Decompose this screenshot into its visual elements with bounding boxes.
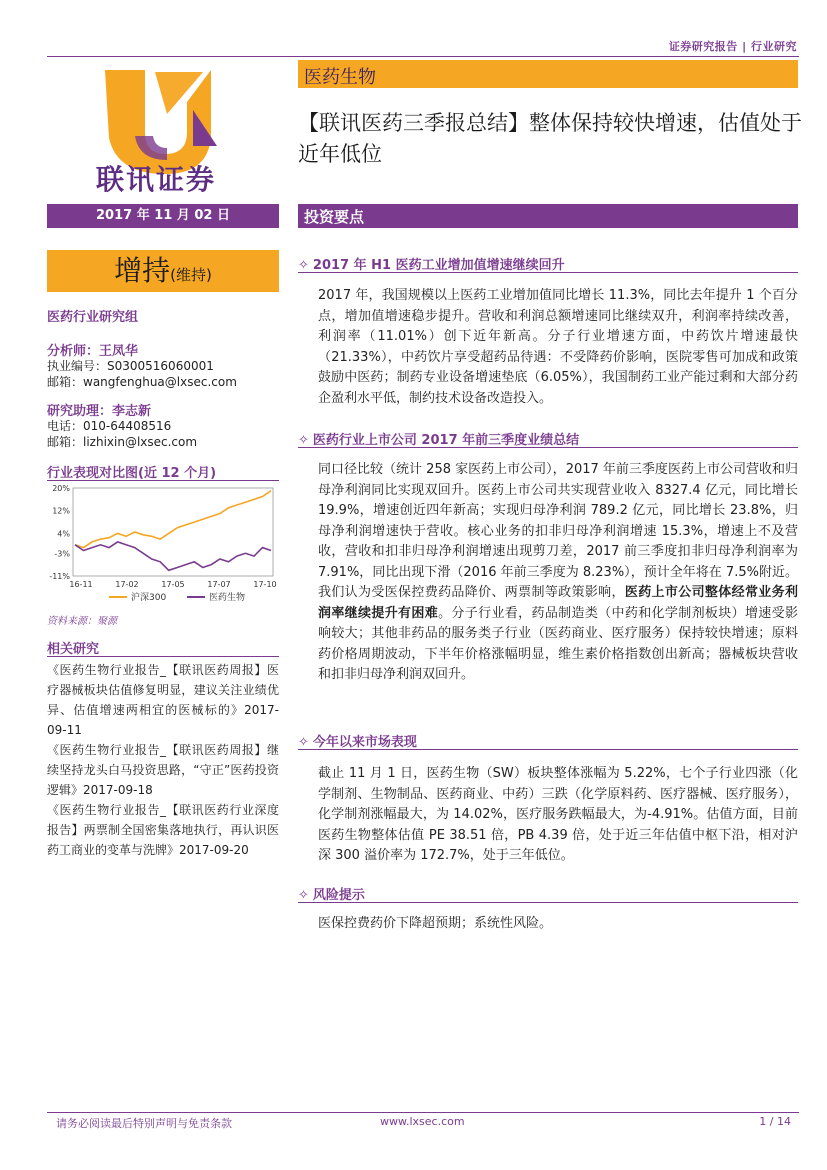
chart-title-divider — [47, 480, 279, 481]
section-divider — [298, 447, 798, 448]
footer-divider — [47, 1112, 799, 1113]
section-divider — [298, 902, 798, 903]
diamond-bullet-icon: ✧ — [298, 888, 309, 903]
assistant-email[interactable]: 邮箱：lizhixin@lxsec.com — [47, 435, 198, 449]
rating-sub: (维持) — [170, 266, 212, 284]
y-tick-label: -3% — [54, 549, 70, 559]
related-item[interactable]: 《医药生物行业报告_【联讯医药周报】继续坚持龙头白马投资思路，“守正”医药投资逻辑》2017-09-18 — [47, 743, 279, 797]
performance-chart — [47, 484, 279, 609]
section-divider — [298, 749, 798, 750]
y-tick-label: 20% — [52, 484, 70, 493]
assistant-info — [47, 418, 279, 450]
chart-source: 资料来源：聚源 — [47, 616, 117, 627]
x-tick-label: 17-07 — [207, 580, 231, 589]
investment-highlights-label: 投资要点 — [304, 208, 365, 226]
related-item[interactable]: 《医药生物行业报告_【联讯医药行业深度报告】两票制全国密集落地执行，再认识医药工商业的变革与洗牌》2017-09-20 — [47, 803, 279, 857]
related-research-divider — [47, 656, 279, 657]
footer-disclaimer[interactable]: 请务必阅读最后特别声明与免责条款 — [56, 1117, 232, 1130]
related-research-title: 相关研究 — [47, 642, 100, 657]
sector-label: 医药生物 — [304, 67, 376, 88]
y-tick-label: 4% — [57, 529, 70, 539]
section-text: 同口径比较（统计 258 家医药上市公司），2017 年前三季度医药上市公司营收和归母净利润同比实现双回升。医药上市公司共实现营业收入 8327.4 亿元，同比增长 19.9%，增速创近四年新高；实现归母净利润 789.2 亿元，同比增长 23.8%，归母净利润增速快于营收。核心业务的扣非归母净利润增速 15.3%，增速上不及营收，营收和扣非归母净利润增速出现剪刀差，2017 前三季度扣非归母净利润率为 7.91%，同比出现下滑（2016 年前三季度为 8.23%），预计全年将在 7.5%附近。我们认为受医保控费药品降价、两票制等政策影响，医药上市公司整体经常业务利润率继续提升有困难。分子行业看，药品制造类（中药和化学制剂板块）增速受影响较大；其他非药品的服务类子行业（医药商业、医疗服务）保持较快增速；原料药价格周期波动，下半年价格涨幅明显，维生素价格指数创出新高；器械板块营收和扣非归母净利润双回升。 — [318, 462, 798, 682]
analyst-license: 执业编号：S0300516060001 — [47, 359, 214, 373]
related-item[interactable]: 《医药生物行业报告_【联讯医药周报】医疗器械板块估值修复明显，建议关注业绩优异、估值增速两相宜的医械标的》2017-09-11 — [47, 663, 279, 737]
assistant-name: 研究助理：李志新 — [47, 404, 152, 419]
x-tick-label: 17-02 — [115, 580, 139, 589]
analyst-name: 分析师：王凤华 — [47, 344, 139, 359]
x-tick-label: 17-10 — [253, 580, 277, 589]
sector-banner — [298, 60, 798, 88]
rating-badge — [47, 250, 279, 292]
page-number: 1 / 14 — [759, 1115, 791, 1128]
rating-main: 增持 — [114, 254, 171, 287]
section-text: 截止 11 月 1 日，医药生物（SW）板块整体涨幅为 5.22%，七个子行业四涨（化学制剂、生物制品、医药商业、中药）三跌（化学原料药、医疗器械、医疗服务），化学制剂涨幅最大，为 14.02%，医疗服务跌幅最大，为-4.91%。估值方面，目前医药生物整体估值 PE 38.51 倍，PB 4.39 倍，处于近三年估值中枢下沿，相对沪深 300 溢价率为 172.7%，处于三年低位。 — [318, 766, 798, 863]
series-line-1 — [75, 542, 271, 570]
analyst-email[interactable]: 邮箱：wangfenghua@lxsec.com — [47, 375, 237, 389]
x-tick-label: 17-05 — [161, 580, 185, 589]
investment-highlights-banner — [298, 204, 798, 228]
section-heading: ✧ 医药行业上市公司 2017 年前三季度业绩总结 — [298, 433, 580, 448]
section-heading: ✧ 今年以来市场表现 — [298, 735, 417, 750]
report-date: 2017 年 11 月 02 日 — [47, 204, 279, 228]
section-text: 2017 年，我国规模以上医药工业增加值同比增长 11.3%，同比去年提升 1 个百分点，增加值增速稳步提升。营收和利润总额增速同比继续双升，利润率持续改善，利润率（11.01%）创下近年新高。分子行业增速方面，中药饮片增速最快（21.33%），中药饮片享受超药品待遇：不受降药价影响，医院零售可加成和政策鼓励中医药；制药专业设备增速垫底（6.05%），我国制药工业产能过剩和大部分药企盈利水平低，制约技术设备改造投入。 — [318, 288, 798, 406]
diamond-bullet-icon: ✧ — [298, 258, 309, 273]
chart-title: 行业表现对比图(近 12 个月) — [47, 466, 217, 481]
section-heading: ✧ 风险提示 — [298, 888, 365, 903]
header-divider — [47, 56, 799, 57]
footer-url[interactable]: www.lxsec.com — [380, 1115, 465, 1128]
report-type-tag: 证券研究报告 | 行业研究 — [668, 40, 797, 53]
bold-highlight: 医药上市公司整体经常业务利润率继续提升有困难 — [318, 585, 798, 621]
y-tick-label: -11% — [49, 572, 70, 581]
y-tick-label: 12% — [52, 506, 70, 516]
research-group: 医药行业研究组 — [47, 310, 139, 325]
legend-label: 沪深300 — [131, 593, 167, 603]
legend-label: 医药生物 — [209, 593, 246, 603]
diamond-bullet-icon: ✧ — [298, 433, 309, 448]
section-text: 医保控费药价下降超预期；系统性风险。 — [318, 916, 553, 931]
section-heading: ✧ 2017 年 H1 医药工业增加值增速继续回升 — [298, 258, 565, 273]
series-line-0 — [75, 491, 271, 548]
x-tick-label: 16-11 — [69, 580, 93, 589]
chart-plot-frame — [73, 488, 273, 576]
assistant-phone: 电话：010-64408516 — [47, 419, 172, 433]
company-logo-text: 联讯证券 — [96, 163, 217, 196]
report-title: 【联讯医药三季报总结】整体保持较快增速，估值处于近年低位 — [298, 111, 802, 166]
related-research-list — [47, 660, 279, 860]
analyst-info — [47, 358, 279, 390]
diamond-bullet-icon: ✧ — [298, 735, 309, 750]
section-divider — [298, 272, 798, 273]
